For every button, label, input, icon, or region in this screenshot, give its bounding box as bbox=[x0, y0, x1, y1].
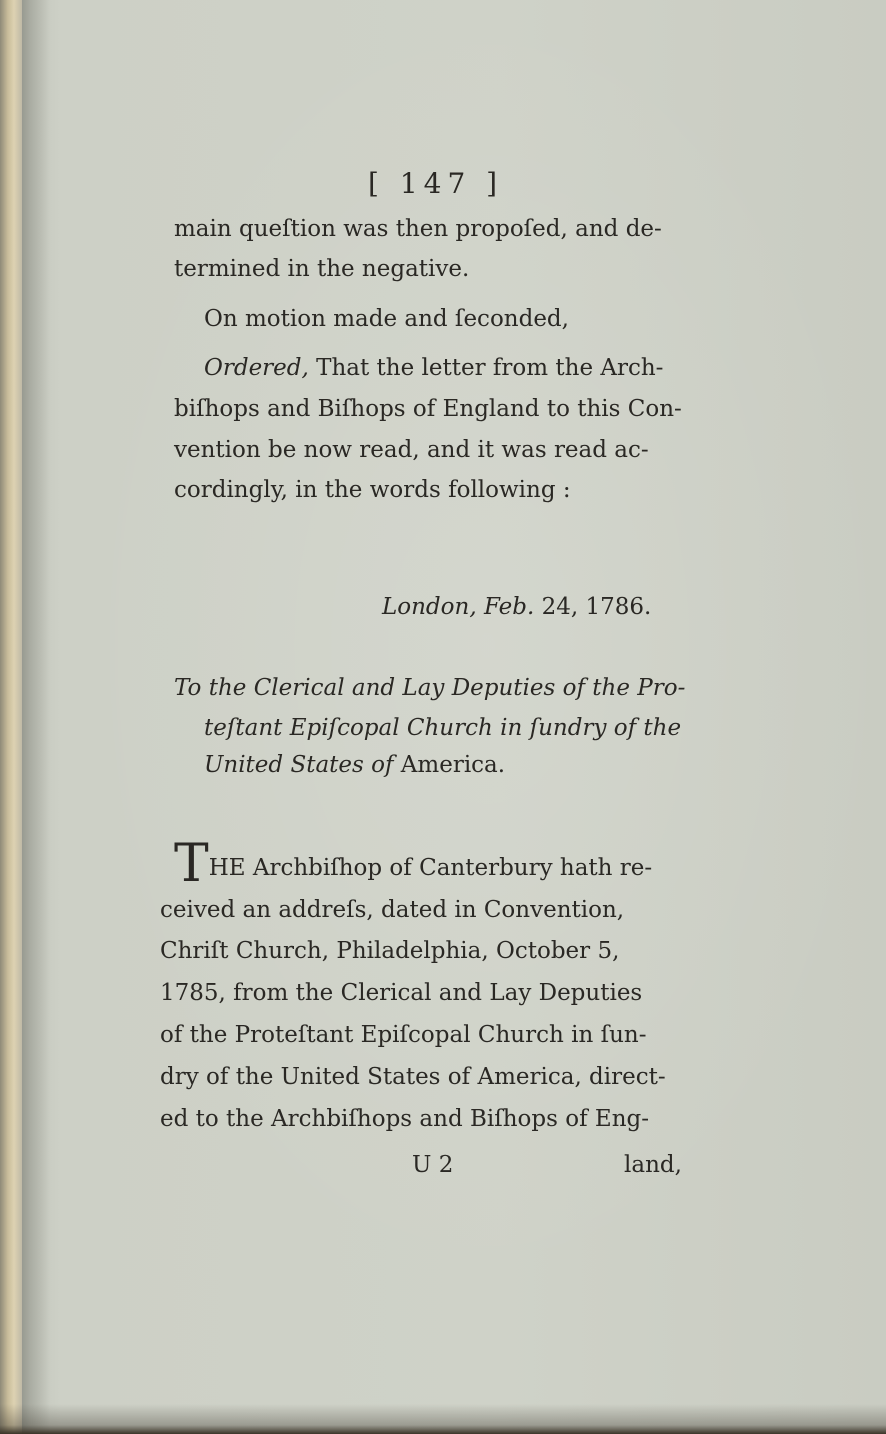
body-line: biſhops and Biſhops of England to this Con- bbox=[174, 396, 682, 422]
letter-line: ceived an addreſs, dated in Convention, bbox=[160, 897, 625, 923]
letter-line: 1785, from the Clerical and Lay Deputies bbox=[160, 980, 643, 1006]
address-last-line bbox=[204, 752, 505, 778]
letter-line: dry of the United States of America, direct- bbox=[160, 1064, 666, 1090]
gutter-shadow bbox=[22, 0, 50, 1434]
ordered-rest: That the letter from the Arch- bbox=[316, 355, 664, 381]
address-country: America. bbox=[400, 752, 506, 778]
letter-first-rest: HE Archbiſhop of Canterbury hath re- bbox=[208, 855, 653, 881]
page-edge bbox=[0, 0, 22, 1434]
body-line: main queſtion was then propoſed, and de- bbox=[174, 216, 662, 242]
body-line: On motion made and ſeconded, bbox=[204, 306, 569, 332]
address-line: teſtant Epiſcopal Church in ſundry of the bbox=[204, 715, 682, 741]
ordered-line bbox=[204, 355, 663, 381]
letter-line: of the Proteſtant Epiſcopal Church in ſun- bbox=[160, 1022, 647, 1048]
address-text: United States of bbox=[204, 752, 394, 778]
letter-line: Chriſt Church, Philadelphia, October 5, bbox=[160, 938, 620, 964]
letter-line: ed to the Archbiſhops and Biſhops of Eng- bbox=[160, 1106, 650, 1132]
letter-first-line bbox=[174, 832, 653, 894]
body-line: termined in the negative. bbox=[174, 256, 470, 282]
ordered-word: Ordered, bbox=[204, 355, 309, 381]
catchword: land, bbox=[624, 1152, 682, 1178]
page-bottom-edge bbox=[0, 1404, 886, 1434]
dateline-date: 24, 1786. bbox=[541, 594, 652, 620]
drop-cap: T bbox=[174, 834, 209, 894]
body-line: vention be now read, and it was read ac- bbox=[174, 437, 649, 463]
address-line: To the Clerical and Lay Deputies of the Pro- bbox=[174, 675, 686, 701]
signature-mark: U 2 bbox=[412, 1152, 454, 1178]
page-number: [ 147 ] bbox=[368, 167, 504, 200]
dateline-place: London, Feb. bbox=[382, 594, 535, 620]
dateline bbox=[382, 594, 651, 620]
body-line: cordingly, in the words following : bbox=[174, 477, 571, 503]
